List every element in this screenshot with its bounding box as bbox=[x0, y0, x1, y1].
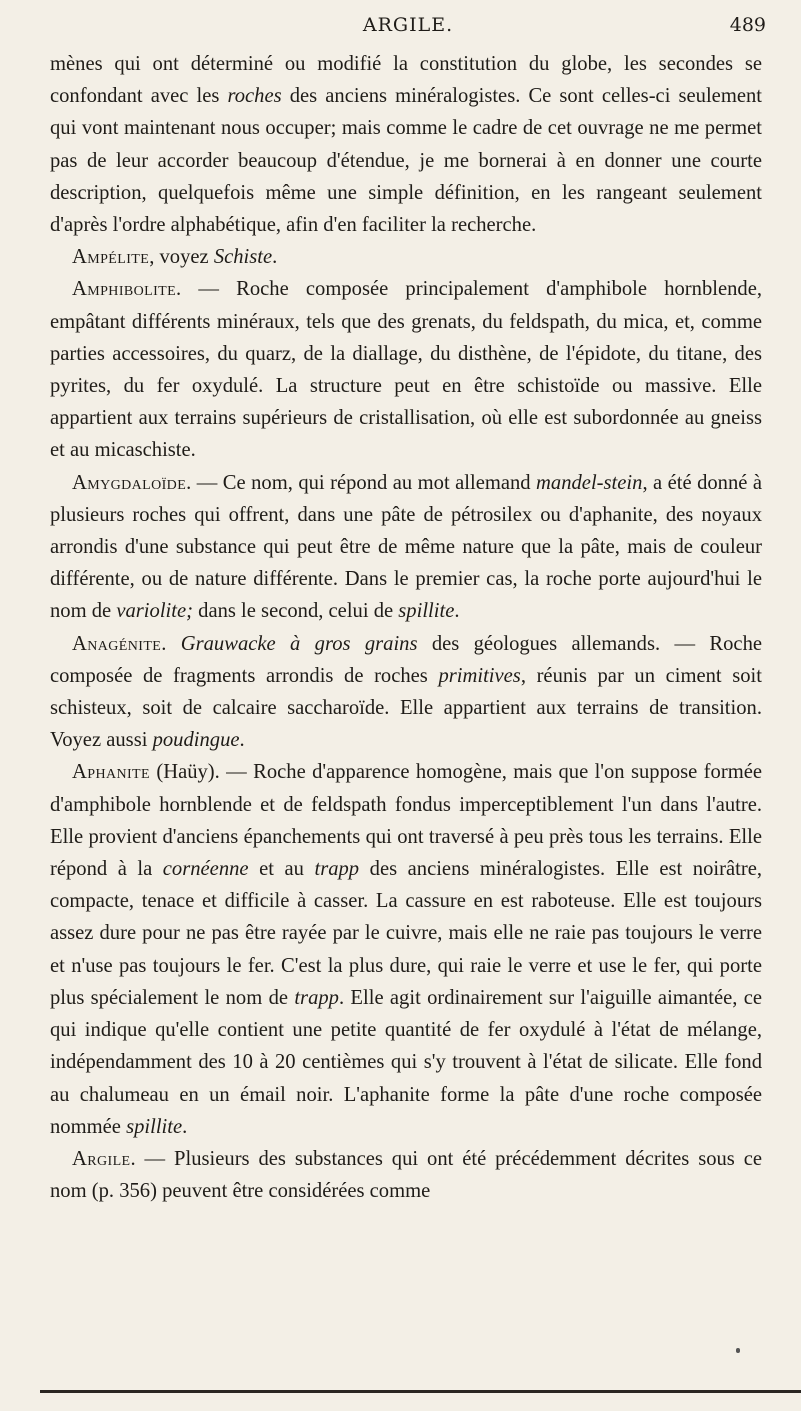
cross-reference: Schiste bbox=[213, 246, 273, 269]
running-head bbox=[50, 14, 766, 42]
entry-argile bbox=[50, 1143, 762, 1207]
entry-term: Amphibolite bbox=[72, 278, 177, 301]
text-run: dans le second, celui de bbox=[193, 600, 399, 623]
entry-term: Anagénite bbox=[72, 632, 162, 655]
italic-term: mandel-stein bbox=[536, 471, 643, 494]
entry-amygdaloide bbox=[50, 467, 762, 628]
text-run: . bbox=[272, 246, 278, 269]
entry-aphanite bbox=[50, 756, 762, 1142]
text-run: . Elle agit ordinairement sur l'aiguille aimantée, ce qui indique qu'elle contient une petite quantité de fer oxydulé à l'état de mélange, indépendamment des 10 à 20 centièmes qui s'y trouvent à l'état de silicate. Elle fond au chalumeau en un émail noir. L'aphanite forme la pâte d'une roche composée nommée bbox=[50, 986, 762, 1138]
entry-ampelite bbox=[50, 241, 762, 273]
entry-term: Ampélite bbox=[72, 246, 150, 269]
body-text bbox=[50, 48, 762, 1207]
italic-term: spillite bbox=[398, 600, 455, 623]
text-run: , réunis par un ciment soit schisteux, soit de calcaire saccharoïde. Elle appartient aux terrains de transition. Voyez aussi bbox=[50, 664, 763, 752]
text-run: . — Roche composée principalement d'amphibole hornblende, empâtant différents minéraux, tels que des grenats, du feldspath, du mica, et, comme parties accessoires, du quarz, de la diallage, du disthène, de l'épidote, du titane, des pyrites, du fer oxydulé. La structure peut en être schistoïde ou massive. Elle appartient aux terrains supérieurs de cristallisation, où elle est subordonnée au gneiss et au micaschiste. bbox=[50, 278, 762, 462]
text-run: et au bbox=[248, 858, 315, 881]
italic-term: poudingue bbox=[152, 729, 240, 752]
text-run: des anciens minéralogistes. Elle est noirâtre, compacte, tenace et difficile à casser. La cassure en est raboteuse. Elle est toujours assez dure pour ne pas être rayée par le cuivre, mais elle ne raie pas toujours le verre et n'use pas toujours le fer. C'est la plus dure, qui raie le verre et use le fer, qui porte plus spécialement le nom de bbox=[50, 858, 762, 1009]
text-run: des géologues allemands. — Roche composée de fragments arrondis de roches bbox=[50, 632, 763, 687]
italic-term: roches bbox=[227, 85, 282, 108]
text-run: . bbox=[161, 632, 181, 655]
italic-term: cornéenne bbox=[162, 858, 249, 881]
italic-term: primitives bbox=[438, 664, 521, 687]
text-run: mènes qui ont déterminé ou modifié la constitution du globe, les secondes se confondant avec les bbox=[50, 53, 762, 108]
italic-term: Grauwacke à gros grains bbox=[180, 632, 418, 655]
text-run: . bbox=[182, 1115, 188, 1138]
text-run: , a été donné à plusieurs roches qui offrent, dans une pâte de pétrosilex ou d'aphanite, des noyaux arrondis d'une substance qui peut être de même nature que la pâte, mais de couleur différente, ou de nature différente. Dans le premier cas, la roche porte aujourd'hui le nom de bbox=[50, 471, 762, 623]
text-run: . — Plusieurs des substances qui ont été précédemment décrites sous ce nom (p. 356) peuvent être considérées comme bbox=[50, 1147, 762, 1203]
bottom-edge-rule bbox=[40, 1390, 801, 1393]
italic-term: trapp bbox=[314, 858, 360, 881]
text-run: . bbox=[454, 600, 460, 623]
text-run: des anciens minéralogistes. Ce sont celles-ci seulement qui vont maintenant nous occuper; mais comme le cadre de cet ouvrage ne me permet pas de leur accorder beaucoup d'étendue, je me bornerai à en donner une courte description, quelquefois même une simple définition, en les rangeant seulement d'après l'ordre alphabétique, afin d'en faciliter la recherche. bbox=[50, 85, 762, 237]
entry-amphibolite bbox=[50, 273, 762, 466]
running-title: ARGILE. bbox=[362, 14, 454, 36]
entry-term: Argile bbox=[72, 1147, 131, 1170]
entry-term: Amygdaloïde bbox=[72, 471, 187, 494]
ink-speck bbox=[736, 1348, 740, 1353]
text-run: (Haüy). — Roche d'apparence homogène, mais que l'on suppose formée d'amphibole hornblende et de feldspath fondus imperceptiblement l'un dans l'autre. Elle provient d'anciens épanchements qui ont traversé à peu près tous les terrains. Elle répond à la bbox=[50, 761, 762, 881]
text-run: , voyez bbox=[149, 246, 214, 269]
entry-term: Aphanite bbox=[72, 761, 150, 784]
paragraph-intro bbox=[50, 48, 762, 241]
entry-anagenite bbox=[50, 628, 762, 757]
page-number: 489 bbox=[729, 14, 766, 36]
italic-term: trapp bbox=[294, 986, 339, 1009]
text-run: . — Ce nom, qui répond au mot allemand bbox=[186, 471, 537, 494]
text-run: . bbox=[239, 729, 245, 752]
italic-term: spillite bbox=[126, 1115, 183, 1138]
italic-term: variolite; bbox=[116, 600, 193, 623]
